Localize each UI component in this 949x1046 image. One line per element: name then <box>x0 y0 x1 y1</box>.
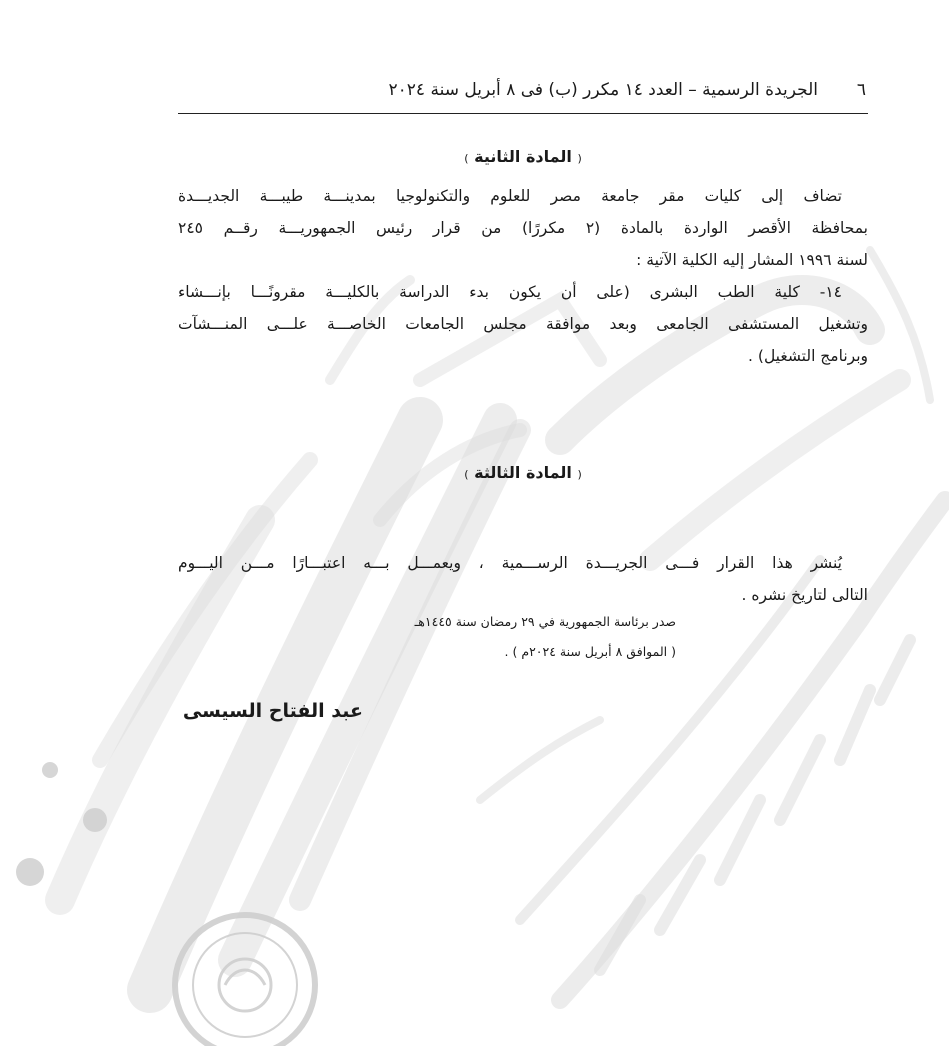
article-3-title-open: ( <box>577 468 582 481</box>
article-2-title-close: ) <box>464 152 469 165</box>
article-2-line-1: تضاف إلى كليات مقر جامعة مصر للعلوم والتكنولوجيا بمدينـــة طيبـــة الجديـــدة <box>178 187 842 205</box>
article-2-title-open: ( <box>577 152 582 165</box>
issued-line-2: ( الموافق ٨ أبريل سنة ٢٠٢٤م ) . <box>504 644 676 659</box>
page-number: ٦ <box>856 80 866 100</box>
article-3-title-text: المادة الثالثة <box>474 463 572 482</box>
article-2-title-text: المادة الثانية <box>474 147 572 166</box>
article-3-title-close: ) <box>464 468 469 481</box>
article-2-line-5: وتشغيل المستشفى الجامعى وبعد موافقة مجلس الجامعات الخاصـــة علـــى المنـــشآت <box>178 315 868 333</box>
article-2-title <box>178 147 868 166</box>
article-2-line-6: وبرنامج التشغيل) . <box>748 347 868 365</box>
article-3-line-2: التالى لتاريخ نشره . <box>741 586 868 604</box>
article-2-body <box>178 180 868 372</box>
document-page <box>178 0 868 1046</box>
article-2-line-2: بمحافظة الأقصر الواردة بالمادة (٢ مكررًا) من قرار رئيس الجمهوريـــة رقــم ٢٤٥ <box>178 219 868 237</box>
article-3-title <box>178 463 868 482</box>
header-title: الجريدة الرسمية – العدد ١٤ مكرر (ب) فى ٨ أبريل سنة ٢٠٢٤ <box>388 80 818 100</box>
signature: عبد الفتاح السيسى <box>182 700 363 722</box>
article-3-body <box>178 547 868 611</box>
page-header <box>178 80 868 110</box>
header-rule <box>178 113 868 114</box>
article-3-line-1: يُنشر هذا القرار فـــى الجريـــدة الرســـمية ، ويعمـــل بـــه اعتبـــارًا مـــن اليـــوم <box>178 554 842 572</box>
issued-line-1: صدر برئاسة الجمهورية في ٢٩ رمضان سنة ١٤٤٥هـ <box>414 614 676 629</box>
article-2-line-3: لسنة ١٩٩٦ المشار إليه الكلية الآتية : <box>636 251 868 269</box>
article-2-line-4: ١٤- كلية الطب البشرى (على أن يكون بدء الدراسة بالكليـــة مقرونًـــا بإنـــشاء <box>178 283 842 301</box>
